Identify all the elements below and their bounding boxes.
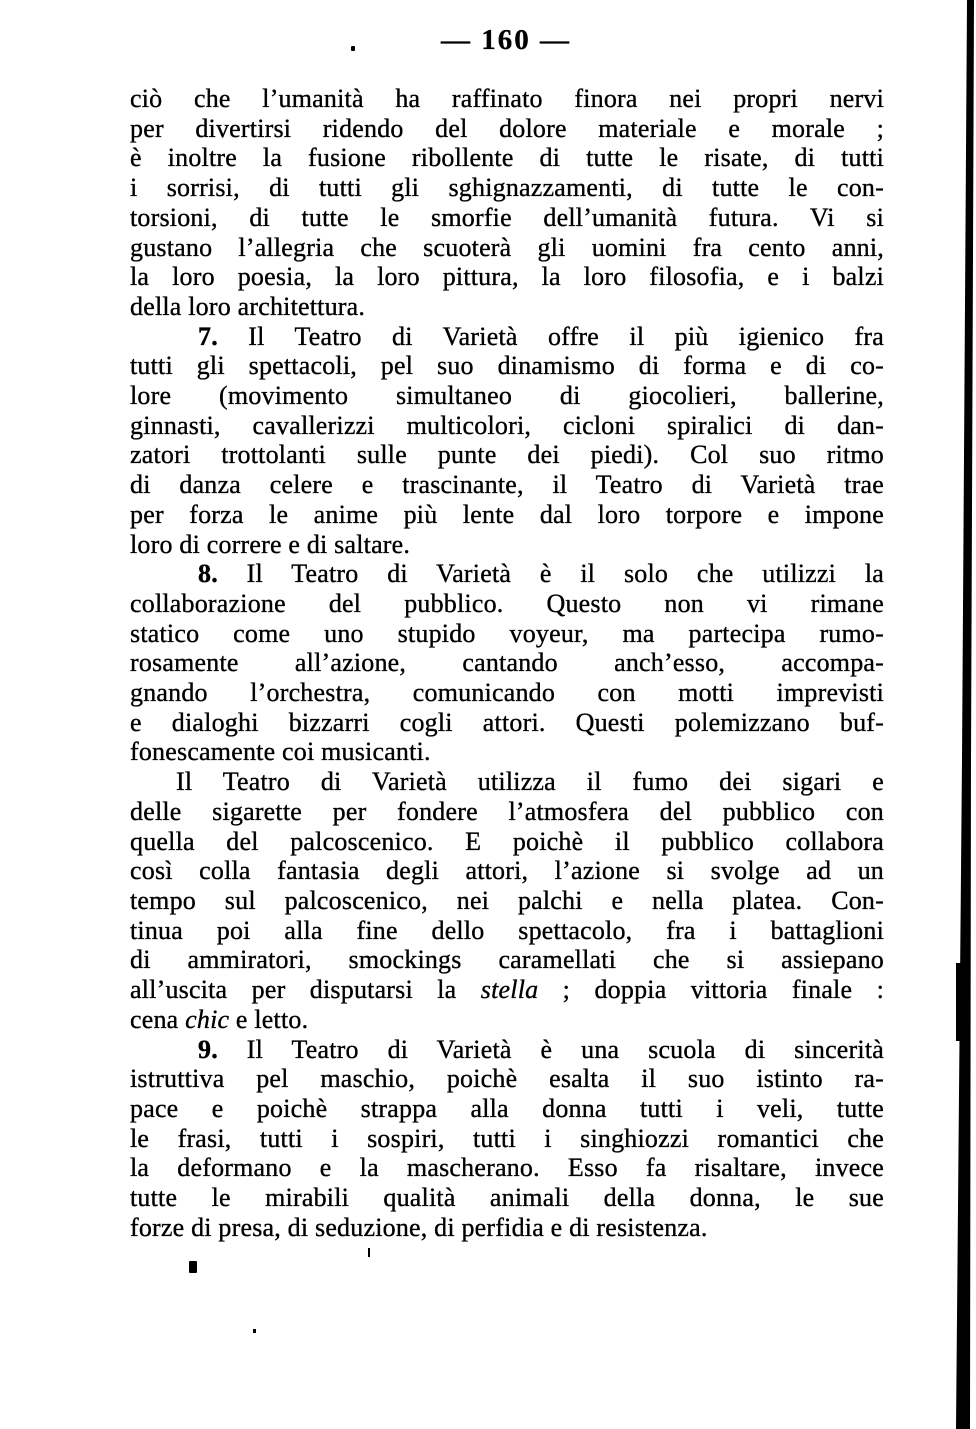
text-line [130,500,884,530]
text-segment: le frasi, tutti i sospiri, tutti i singhiozzi romantici che [130,1123,884,1153]
text-line [130,589,884,619]
paragraph [130,559,884,767]
text-segment: statico come uno stupido voyeur, ma partecipa rumo- [130,618,884,648]
text-line [130,797,884,827]
text-segment: delle sigarette per fondere l’atmosfera del pubblico con [130,796,884,826]
text-line [130,648,884,678]
text-segment: tempo sul palcoscenico, nei palchi e nella platea. Con- [130,885,884,915]
text-line [130,916,884,946]
text-segment: la deformano e la mascherano. Esso fa risaltare, invece [130,1153,884,1183]
text-segment: ginnasti, cavallerizzi multicolori, cicloni spiralici di dan- [130,410,884,440]
text-segment: e dialoghi bizzarri cogli attori. Questi polemizzano buf- [130,707,884,737]
paragraph [130,322,884,560]
text-line [130,440,884,470]
text-line [130,470,884,500]
text-segment: ; doppia vittoria finale : [538,975,884,1005]
text-segment: cena [130,1004,186,1034]
text-segment: collaborazione del pubblico. Questo non vi rimane [130,588,884,618]
text-segment: Il Teatro di Varietà utilizza il fumo dei sigari e [176,767,884,797]
text-line [130,1005,884,1035]
text-line [130,945,884,975]
text-segment: zatori trottolanti sulle punte dei piedi). Col suo ritmo [130,440,884,470]
text-line [130,1213,884,1243]
text-segment: Il Teatro di Varietà offre il più igienico fra [217,321,884,351]
text-segment: di danza celere e trascinante, il Teatro di Varietà trae [130,470,884,500]
ink-speck [368,1248,370,1257]
text-line [130,233,884,263]
page-number-header: — 160 — [441,24,571,56]
text-segment: è inoltre la fusione ribollente di tutte le risate, di tutti [130,143,884,173]
text-segment: ciò che l’umanità ha raffinato finora nei propri nervi [130,84,884,113]
text-line [130,559,884,589]
text-segment: pace e poichè strappa alla donna tutti i veli, tutte [130,1093,884,1123]
text-line [130,1064,884,1094]
text-segment: della loro architettura. [130,291,366,321]
text-segment: chic [185,1004,230,1034]
text-segment: loro di correre e di saltare. [130,529,411,559]
text-segment: tinua poi alla fine dello spettacolo, fra i battaglioni [130,915,884,945]
paragraph [130,1035,884,1243]
text-segment: lore (movimento simultaneo di giocolieri, ballerine, [130,381,884,411]
text-line [130,708,884,738]
text-line [130,619,884,649]
text-line [130,381,884,411]
ink-speck [351,46,355,51]
text-segment: 7. [198,321,218,351]
text-segment: torsioni, di tutte le smorfie dell’umanità futura. Vi si [130,202,884,232]
text-segment: Il Teatro di Varietà è il solo che utilizzi la [217,559,884,589]
text-line [130,827,884,857]
text-line [130,737,884,767]
text-segment: tutte le mirabili qualità animali della donna, le sue [130,1183,884,1213]
text-line [130,351,884,381]
text-line [130,1035,884,1065]
text-line [130,1124,884,1154]
text-segment: la loro poesia, la loro pittura, la loro filosofia, e i balzi [130,262,884,292]
text-segment: quella del palcoscenico. E poichè il pubblico collabora [130,826,884,856]
text-segment: rosamente all’azione, cantando anch’esso, accompa- [130,648,884,678]
text-line [130,292,884,322]
text-segment: per forza le anime più lente dal loro torpore e impone [130,499,884,529]
text-line [130,114,884,144]
paragraph [130,84,884,322]
text-line [130,975,884,1005]
text-segment: di ammiratori, smockings caramellati che si assiepano [130,945,884,975]
text-line [130,322,884,352]
text-segment: 9. [198,1034,218,1064]
text-line [130,856,884,886]
text-segment: stella [480,975,539,1005]
text-line [130,173,884,203]
text-line [130,1183,884,1213]
text-line [130,84,884,114]
page-body [130,84,884,1242]
text-line [130,767,884,797]
text-segment: 8. [198,559,218,589]
text-segment: i sorrisi, di tutti gli sghignazzamenti, di tutte le con- [130,173,884,203]
text-segment: istruttiva pel maschio, poichè esalta il suo istinto ra- [130,1064,884,1094]
text-line [130,411,884,441]
paragraph [130,767,884,1034]
text-segment: forze di presa, di seduzione, di perfidia e di resistenza. [130,1212,708,1242]
text-segment: e letto. [229,1004,309,1034]
text-segment: fonescamente coi musicanti. [130,737,431,767]
text-line [130,530,884,560]
text-line [130,143,884,173]
text-line [130,1153,884,1183]
ink-speck [253,1329,256,1333]
text-line [130,1094,884,1124]
text-line [130,203,884,233]
text-segment: gnando l’orchestra, comunicando con motti imprevisti [130,678,884,708]
text-segment: gustano l’allegria che scuoterà gli uomini fra cento anni, [130,232,884,262]
text-line [130,262,884,292]
text-line [130,886,884,916]
text-segment: così colla fantasia degli attori, l’azione si svolge ad un [130,856,884,886]
text-segment: per divertirsi ridendo del dolore materiale e morale ; [130,113,884,143]
text-segment: all’uscita per disputarsi la [130,975,481,1005]
ink-speck [189,1261,197,1273]
text-segment: tutti gli spettacoli, pel suo dinamismo di forma e di co- [130,351,884,381]
text-segment: Il Teatro di Varietà è una scuola di sincerità [217,1034,884,1064]
text-line [130,678,884,708]
